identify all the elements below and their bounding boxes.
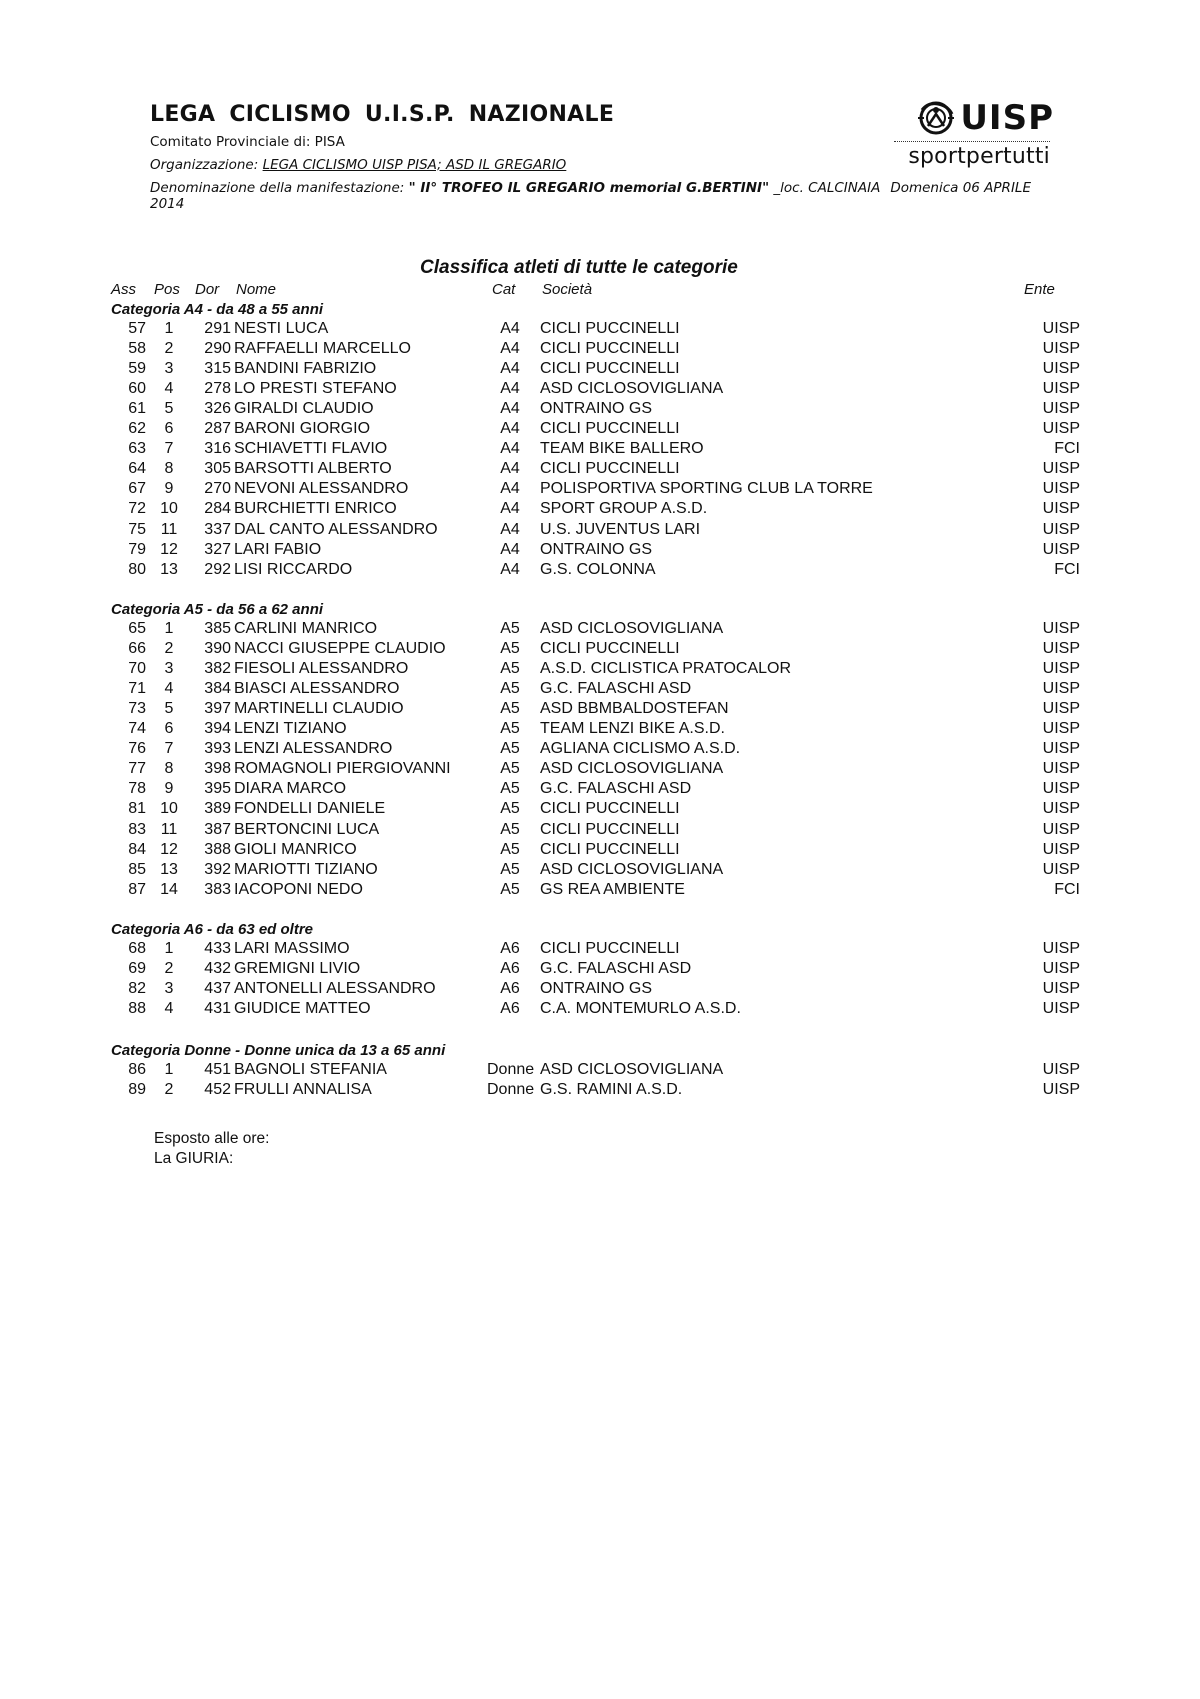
cell-soc: G.C. FALASCHI ASD: [540, 960, 692, 978]
cell-ass: 71: [128, 680, 146, 698]
cell-dor: 437: [204, 980, 231, 998]
cell-dor: 291: [204, 320, 231, 337]
cell-ass: 70: [128, 660, 146, 678]
result-row: [0, 541, 1200, 561]
cell-pos: 12: [160, 840, 178, 858]
cell-ente: UISP: [1042, 740, 1080, 758]
cell-nome: CARLINI MANRICO: [234, 620, 378, 637]
cell-soc: ASD CICLOSOVIGLIANA: [540, 860, 724, 878]
result-row: [0, 821, 1200, 841]
col-header-pos: Pos: [154, 281, 180, 298]
cell-nome: BIASCI ALESSANDRO: [234, 680, 400, 698]
cell-nome: IACOPONI NEDO: [234, 880, 363, 898]
cell-ass: 87: [128, 880, 146, 898]
cell-pos: 11: [160, 520, 178, 538]
cell-pos: 2: [164, 640, 174, 658]
cell-ass: 79: [128, 540, 146, 558]
cell-cat: A5: [500, 720, 520, 738]
cell-ente: UISP: [1042, 1061, 1080, 1078]
cell-nome: LENZI ALESSANDRO: [234, 740, 393, 758]
cell-dor: 383: [204, 880, 231, 898]
cell-ente: UISP: [1042, 720, 1080, 738]
cell-cat: A4: [500, 460, 520, 478]
cell-pos: 8: [164, 460, 174, 478]
cell-dor: 287: [204, 420, 231, 438]
cell-ass: 84: [128, 840, 146, 858]
cell-ass: 68: [128, 940, 146, 957]
cell-nome: DAL CANTO ALESSANDRO: [234, 520, 438, 538]
result-row: [0, 780, 1200, 800]
title-part-uisp: U.I.S.P.: [364, 102, 455, 127]
result-row: [0, 861, 1200, 881]
cell-ente: FCI: [1054, 880, 1080, 898]
cell-ente: UISP: [1042, 480, 1080, 498]
cell-cat: Donne: [487, 1081, 535, 1099]
cell-dor: 387: [204, 820, 231, 838]
cell-dor: 270: [204, 480, 231, 498]
cell-nome: NESTI LUCA: [234, 320, 329, 337]
result-row: [0, 360, 1200, 380]
cell-cat: A4: [500, 360, 520, 378]
cell-soc: A.S.D. CICLISTICA PRATOCALOR: [540, 660, 792, 678]
cell-nome: FRULLI ANNALISA: [234, 1081, 372, 1099]
cell-ass: 65: [128, 620, 146, 637]
cell-dor: 431: [204, 1000, 231, 1018]
cell-ente: UISP: [1042, 940, 1080, 957]
result-row: [0, 841, 1200, 861]
cell-ass: 62: [128, 420, 146, 438]
result-row: [0, 660, 1200, 680]
cell-soc: CICLI PUCCINELLI: [540, 820, 680, 838]
cell-nome: SCHIAVETTI FLAVIO: [234, 440, 388, 458]
cell-dor: 432: [204, 960, 231, 978]
result-row: [0, 700, 1200, 720]
cell-soc: CICLI PUCCINELLI: [540, 320, 680, 337]
cell-ass: 75: [128, 520, 146, 538]
cell-ass: 86: [128, 1061, 146, 1078]
cell-pos: 2: [164, 1081, 174, 1099]
cell-cat: A4: [500, 560, 520, 578]
cell-cat: A4: [500, 340, 520, 358]
result-row: [0, 561, 1200, 581]
cell-dor: 394: [204, 720, 231, 738]
cell-pos: 1: [164, 1061, 174, 1078]
result-row: [0, 521, 1200, 541]
col-header-dor: Dor: [195, 281, 220, 298]
cell-pos: 3: [164, 360, 174, 378]
result-row: [0, 980, 1200, 1000]
cell-ente: UISP: [1042, 680, 1080, 698]
cell-dor: 451: [204, 1061, 231, 1078]
event-location: _loc. CALCINAIA: [773, 180, 881, 196]
cell-nome: DIARA MARCO: [234, 780, 347, 798]
cell-pos: 10: [160, 800, 178, 818]
cell-dor: 397: [204, 700, 231, 718]
cell-soc: C.A. MONTEMURLO A.S.D.: [540, 1000, 741, 1018]
comitato-value: PISA: [314, 134, 345, 150]
cell-ente: FCI: [1054, 440, 1080, 458]
cell-soc: TEAM LENZI BIKE A.S.D.: [540, 720, 725, 738]
esposto-label: Esposto alle ore:: [154, 1130, 270, 1147]
cell-ente: UISP: [1042, 820, 1080, 838]
cell-soc: ASD CICLOSOVIGLIANA: [540, 760, 724, 778]
cell-pos: 14: [160, 880, 178, 898]
cell-nome: BERTONCINI LUCA: [234, 820, 380, 838]
cell-ass: 81: [128, 800, 146, 818]
cell-pos: 4: [164, 680, 174, 698]
result-row: [0, 380, 1200, 400]
cell-ente: FCI: [1054, 560, 1080, 578]
result-row: [0, 340, 1200, 360]
cell-ass: 63: [128, 440, 146, 458]
result-row: [0, 740, 1200, 760]
cell-dor: 392: [204, 860, 231, 878]
cell-ente: UISP: [1042, 640, 1080, 658]
cell-soc: G.S. RAMINI A.S.D.: [540, 1081, 683, 1099]
cell-cat: A4: [500, 480, 520, 498]
cell-cat: A5: [500, 840, 520, 858]
logo-subtitle: sportpertutti: [908, 144, 1050, 169]
result-row: [0, 680, 1200, 700]
cell-nome: RAFFAELLI MARCELLO: [234, 340, 411, 358]
cell-dor: 389: [204, 800, 231, 818]
result-row: [0, 881, 1200, 901]
cell-ass: 78: [128, 780, 146, 798]
cell-cat: A5: [500, 800, 520, 818]
cell-ente: UISP: [1042, 700, 1080, 718]
title-part-lega: LEGA: [150, 102, 216, 127]
cell-soc: CICLI PUCCINELLI: [540, 360, 680, 378]
col-header-nome: Nome: [236, 281, 277, 298]
cell-dor: 393: [204, 740, 231, 758]
cell-pos: 13: [160, 560, 178, 578]
cell-ass: 66: [128, 640, 146, 658]
cell-ente: UISP: [1042, 400, 1080, 418]
result-row: [0, 400, 1200, 420]
cell-cat: A5: [500, 620, 520, 637]
cell-pos: 10: [160, 500, 178, 518]
cell-ass: 57: [128, 320, 146, 337]
cell-pos: 12: [160, 540, 178, 558]
cell-ass: 61: [128, 400, 146, 418]
cell-pos: 2: [164, 960, 174, 978]
cell-pos: 3: [164, 980, 174, 998]
cell-pos: 7: [164, 440, 174, 458]
cell-soc: TEAM BIKE BALLERO: [540, 440, 704, 458]
cell-nome: NEVONI ALESSANDRO: [234, 480, 409, 498]
cell-pos: 3: [164, 660, 174, 678]
cell-cat: A5: [500, 820, 520, 838]
result-row: [0, 420, 1200, 440]
cell-ass: 89: [128, 1081, 146, 1099]
cell-nome: BARONI GIORGIO: [234, 420, 371, 438]
cell-ente: UISP: [1042, 520, 1080, 538]
cell-ente: UISP: [1042, 620, 1080, 637]
cell-soc: CICLI PUCCINELLI: [540, 460, 680, 478]
cell-soc: G.C. FALASCHI ASD: [540, 680, 692, 698]
cell-ente: UISP: [1042, 1081, 1080, 1099]
cell-pos: 7: [164, 740, 174, 758]
manifestazione-line: [150, 180, 1050, 212]
result-row: [0, 440, 1200, 460]
logo-wordmark: UISP: [960, 98, 1054, 138]
cell-pos: 1: [164, 940, 174, 957]
cell-nome: GIRALDI CLAUDIO: [234, 400, 374, 418]
cell-nome: LENZI TIZIANO: [234, 720, 347, 738]
category-title: Categoria A4 - da 48 a 55 anni: [111, 301, 324, 318]
col-header-ass: Ass: [111, 281, 137, 298]
cell-nome: FONDELLI DANIELE: [234, 800, 386, 818]
category-title: Categoria A6 - da 63 ed oltre: [111, 921, 314, 938]
result-row: [0, 640, 1200, 660]
cell-dor: 305: [204, 460, 231, 478]
cell-ass: 76: [128, 740, 146, 758]
cell-nome: GREMIGNI LIVIO: [234, 960, 361, 978]
cell-ass: 85: [128, 860, 146, 878]
cell-cat: A4: [500, 400, 520, 418]
col-header-cat: Cat: [492, 281, 516, 298]
cell-pos: 6: [164, 720, 174, 738]
cell-nome: LARI MASSIMO: [234, 940, 350, 957]
results-title: Classifica atleti di tutte le categorie: [420, 257, 738, 278]
cell-ente: UISP: [1042, 320, 1080, 337]
cell-cat: A6: [500, 1000, 520, 1018]
cell-dor: 395: [204, 780, 231, 798]
result-row: [0, 1061, 1200, 1081]
title-part-nazionale: NAZIONALE: [468, 102, 615, 127]
cell-soc: CICLI PUCCINELLI: [540, 420, 680, 438]
result-row: [0, 620, 1200, 640]
cell-soc: ONTRAINO GS: [540, 980, 653, 998]
cell-cat: A4: [500, 380, 520, 398]
cell-ente: UISP: [1042, 800, 1080, 818]
cell-cat: A5: [500, 700, 520, 718]
cell-ass: 88: [128, 1000, 146, 1018]
cell-pos: 13: [160, 860, 178, 878]
result-row: [0, 480, 1200, 500]
cell-ass: 69: [128, 960, 146, 978]
result-row: [0, 960, 1200, 980]
giuria-label: La GIURIA:: [154, 1150, 234, 1167]
cell-dor: 290: [204, 340, 231, 358]
cell-cat: A5: [500, 740, 520, 758]
cell-ass: 59: [128, 360, 146, 378]
cell-soc: GS REA AMBIENTE: [540, 880, 685, 898]
cell-soc: ASD CICLOSOVIGLIANA: [540, 620, 724, 637]
cell-soc: CICLI PUCCINELLI: [540, 800, 680, 818]
category-title: Categoria Donne - Donne unica da 13 a 65 anni: [111, 1042, 446, 1059]
cell-dor: 292: [204, 560, 231, 578]
cell-cat: A4: [500, 420, 520, 438]
cell-pos: 9: [164, 480, 174, 498]
cell-ass: 82: [128, 980, 146, 998]
result-row: [0, 1000, 1200, 1020]
cell-ente: UISP: [1042, 780, 1080, 798]
cell-cat: A4: [500, 540, 520, 558]
cell-soc: ASD BBMBALDOSTEFAN: [540, 700, 729, 718]
result-row: [0, 940, 1200, 960]
cell-pos: 5: [164, 700, 174, 718]
organizzazione-value: LEGA CICLISMO UISP PISA; ASD IL GREGARIO: [262, 157, 567, 173]
cell-dor: 390: [204, 640, 231, 658]
cell-pos: 4: [164, 380, 174, 398]
cell-ente: UISP: [1042, 420, 1080, 438]
cell-dor: 315: [204, 360, 231, 378]
cell-cat: A4: [500, 320, 520, 337]
cell-nome: LISI RICCARDO: [234, 560, 353, 578]
cell-dor: 385: [204, 620, 231, 637]
logo-divider: [894, 141, 1050, 142]
cell-soc: CICLI PUCCINELLI: [540, 840, 680, 858]
cell-soc: POLISPORTIVA SPORTING CLUB LA TORRE: [540, 480, 873, 498]
cell-ente: UISP: [1042, 540, 1080, 558]
result-row: [0, 460, 1200, 480]
cell-pos: 2: [164, 340, 174, 358]
cell-ass: 74: [128, 720, 146, 738]
cell-cat: Donne: [487, 1061, 535, 1078]
cell-soc: ASD CICLOSOVIGLIANA: [540, 380, 724, 398]
cell-dor: 384: [204, 680, 231, 698]
cell-ente: UISP: [1042, 340, 1080, 358]
cell-dor: 382: [204, 660, 231, 678]
result-row: [0, 720, 1200, 740]
cell-cat: A5: [500, 640, 520, 658]
cell-ass: 64: [128, 460, 146, 478]
cell-ass: 60: [128, 380, 146, 398]
column-headers: [0, 281, 1200, 301]
cell-ente: UISP: [1042, 500, 1080, 518]
cell-cat: A4: [500, 520, 520, 538]
cell-nome: ANTONELLI ALESSANDRO: [234, 980, 436, 998]
cell-pos: 8: [164, 760, 174, 778]
cell-pos: 4: [164, 1000, 174, 1018]
title-part-ciclismo: CICLISMO: [229, 102, 351, 127]
cell-soc: ONTRAINO GS: [540, 540, 653, 558]
cell-soc: G.C. FALASCHI ASD: [540, 780, 692, 798]
cell-nome: NACCI GIUSEPPE CLAUDIO: [234, 640, 446, 658]
cell-dor: 284: [204, 500, 231, 518]
cell-ente: UISP: [1042, 1000, 1080, 1018]
cell-dor: 316: [204, 440, 231, 458]
cell-ass: 72: [128, 500, 146, 518]
cell-dor: 433: [204, 940, 231, 957]
manifestazione-value: " II° TROFEO IL GREGARIO memorial G.BERTINI": [408, 180, 770, 196]
category-title: Categoria A5 - da 56 a 62 anni: [111, 601, 324, 618]
cell-ente: UISP: [1042, 660, 1080, 678]
cell-soc: AGLIANA CICLISMO A.S.D.: [540, 740, 741, 758]
cell-nome: ROMAGNOLI PIERGIOVANNI: [234, 760, 451, 778]
cell-nome: GIOLI MANRICO: [234, 840, 357, 858]
result-row: [0, 800, 1200, 820]
cell-ass: 73: [128, 700, 146, 718]
uisp-logo: [874, 100, 1054, 170]
organizzazione-label: Organizzazione:: [150, 157, 259, 173]
cell-pos: 1: [164, 320, 174, 337]
cell-pos: 5: [164, 400, 174, 418]
cell-nome: LARI FABIO: [234, 540, 322, 558]
cell-ente: UISP: [1042, 840, 1080, 858]
cell-cat: A6: [500, 940, 520, 957]
result-row: [0, 760, 1200, 780]
cell-cat: A5: [500, 760, 520, 778]
cell-pos: 1: [164, 620, 174, 637]
manifestazione-label: Denominazione della manifestazione:: [150, 180, 405, 196]
cell-cat: A6: [500, 980, 520, 998]
cell-cat: A6: [500, 960, 520, 978]
col-header-societa: Società: [542, 281, 593, 298]
result-row: [0, 320, 1200, 340]
cell-soc: SPORT GROUP A.S.D.: [540, 500, 708, 518]
cell-soc: U.S. JUVENTUS LARI: [540, 520, 701, 538]
cell-nome: BARSOTTI ALBERTO: [234, 460, 392, 478]
cell-ente: UISP: [1042, 960, 1080, 978]
cell-cat: A5: [500, 660, 520, 678]
cell-soc: CICLI PUCCINELLI: [540, 340, 680, 358]
cell-ass: 58: [128, 340, 146, 358]
cell-ente: UISP: [1042, 980, 1080, 998]
cell-nome: MARTINELLI CLAUDIO: [234, 700, 404, 718]
cell-dor: 398: [204, 760, 231, 778]
result-row: [0, 1081, 1200, 1101]
cell-nome: LO PRESTI STEFANO: [234, 380, 397, 398]
cell-nome: FIESOLI ALESSANDRO: [234, 660, 409, 678]
cell-soc: G.S. COLONNA: [540, 560, 656, 578]
cell-ass: 77: [128, 760, 146, 778]
cell-dor: 452: [204, 1081, 231, 1099]
cell-cat: A4: [500, 440, 520, 458]
cell-ass: 83: [128, 820, 146, 838]
cell-nome: BAGNOLI STEFANIA: [234, 1061, 387, 1078]
cell-ass: 67: [128, 480, 146, 498]
cell-dor: 337: [204, 520, 231, 538]
cell-nome: MARIOTTI TIZIANO: [234, 860, 378, 878]
col-header-ente: Ente: [1024, 281, 1055, 298]
cell-ente: UISP: [1042, 360, 1080, 378]
cell-cat: A5: [500, 680, 520, 698]
cell-soc: ONTRAINO GS: [540, 400, 653, 418]
cell-cat: A4: [500, 500, 520, 518]
cell-cat: A5: [500, 880, 520, 898]
cell-dor: 388: [204, 840, 231, 858]
cell-dor: 326: [204, 400, 231, 418]
cell-ente: UISP: [1042, 760, 1080, 778]
cell-soc: ASD CICLOSOVIGLIANA: [540, 1061, 724, 1078]
cell-dor: 327: [204, 540, 231, 558]
cell-pos: 9: [164, 780, 174, 798]
cell-ente: UISP: [1042, 380, 1080, 398]
cell-dor: 278: [204, 380, 231, 398]
cell-soc: CICLI PUCCINELLI: [540, 640, 680, 658]
comitato-label: Comitato Provinciale di:: [150, 134, 311, 150]
cell-pos: 6: [164, 420, 174, 438]
cell-ente: UISP: [1042, 460, 1080, 478]
cell-cat: A5: [500, 780, 520, 798]
cell-soc: CICLI PUCCINELLI: [540, 940, 680, 957]
cell-nome: BANDINI FABRIZIO: [234, 360, 377, 378]
cell-ente: UISP: [1042, 860, 1080, 878]
event-date: Domenica 06 APRILE 2014: [150, 180, 1031, 212]
cell-nome: BURCHIETTI ENRICO: [234, 500, 397, 518]
cell-pos: 11: [160, 820, 178, 838]
cell-nome: GIUDICE MATTEO: [234, 1000, 371, 1018]
cell-cat: A5: [500, 860, 520, 878]
uisp-cyclist-emblem-icon: [914, 100, 958, 136]
result-row: [0, 500, 1200, 520]
cell-ass: 80: [128, 560, 146, 578]
